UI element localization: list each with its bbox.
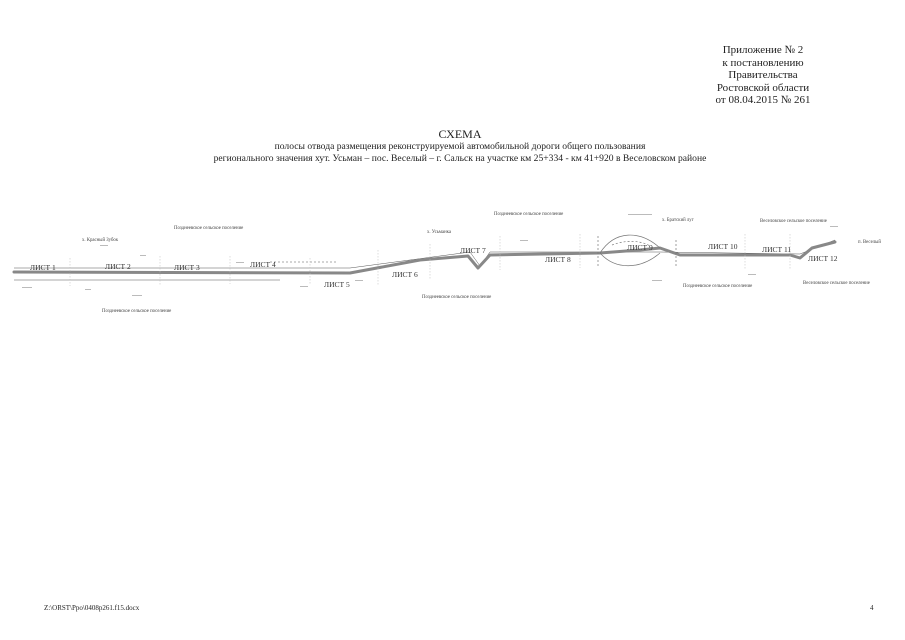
place-label: х. Братский луг bbox=[662, 218, 694, 223]
sheet-label: ЛИСТ 12 bbox=[808, 254, 838, 263]
sheet-label: ЛИСТ 5 bbox=[324, 280, 350, 289]
appendix-line: Ростовской области bbox=[716, 81, 810, 94]
road-scheme-map bbox=[0, 200, 905, 330]
title-block bbox=[150, 128, 770, 165]
settlement-label: Позднеевское сельское поселение bbox=[102, 309, 172, 314]
footer-file-path: Z:\ORST\Ppo\0408p261.f15.docx bbox=[44, 604, 140, 612]
settlement-label: Позднеевское сельское поселение bbox=[683, 284, 753, 289]
scheme-title: СХЕМА bbox=[438, 127, 482, 141]
sheet-label: ЛИСТ 2 bbox=[105, 262, 131, 271]
sheet-label: ЛИСТ 4 bbox=[250, 260, 276, 269]
appendix-line: к постановлению bbox=[722, 56, 804, 69]
appendix-block bbox=[693, 44, 833, 107]
page-number: 4 bbox=[870, 604, 874, 612]
sheet-label: ЛИСТ 11 bbox=[762, 245, 792, 254]
settlement-label: Веселовское сельское поселение bbox=[760, 219, 827, 224]
settlement-label: Позднеевское сельское поселение bbox=[494, 212, 564, 217]
settlement-label: Веселовское сельское поселение bbox=[803, 281, 870, 286]
sheet-label: ЛИСТ 1 bbox=[30, 263, 56, 272]
settlement-label: Позднеевское сельское поселение bbox=[174, 226, 244, 231]
sheet-label: ЛИСТ 3 bbox=[174, 263, 200, 272]
sheet-label: ЛИСТ 8 bbox=[545, 255, 571, 264]
appendix-line: Правительства bbox=[728, 69, 798, 82]
appendix-line: от 08.04.2015 № 261 bbox=[715, 94, 811, 107]
scheme-subtitle-line1: полосы отвода размещения реконструируемой автомобильной дороги общего пользования bbox=[274, 141, 646, 152]
place-label: п. Веселый bbox=[858, 240, 881, 245]
sheet-label: ЛИСТ 6 bbox=[392, 270, 418, 279]
sheet-label: ЛИСТ 9 bbox=[627, 243, 653, 252]
place-label: х. Красный Зубок bbox=[82, 238, 119, 243]
sheet-label: ЛИСТ 10 bbox=[708, 242, 738, 251]
settlement-label: Позднеевское сельское поселение bbox=[422, 295, 492, 300]
sheet-dividers bbox=[70, 234, 790, 286]
scheme-subtitle-line2: регионального значения хут. Усьман – пос. Веселый – г. Сальск на участке км 25+334 - км 41+920 в Веселовском районе bbox=[213, 153, 707, 164]
appendix-line: Приложение № 2 bbox=[722, 44, 804, 56]
place-label: х. Усьманка bbox=[427, 230, 452, 235]
sheet-labels bbox=[30, 242, 838, 289]
sheet-label: ЛИСТ 7 bbox=[460, 246, 486, 255]
